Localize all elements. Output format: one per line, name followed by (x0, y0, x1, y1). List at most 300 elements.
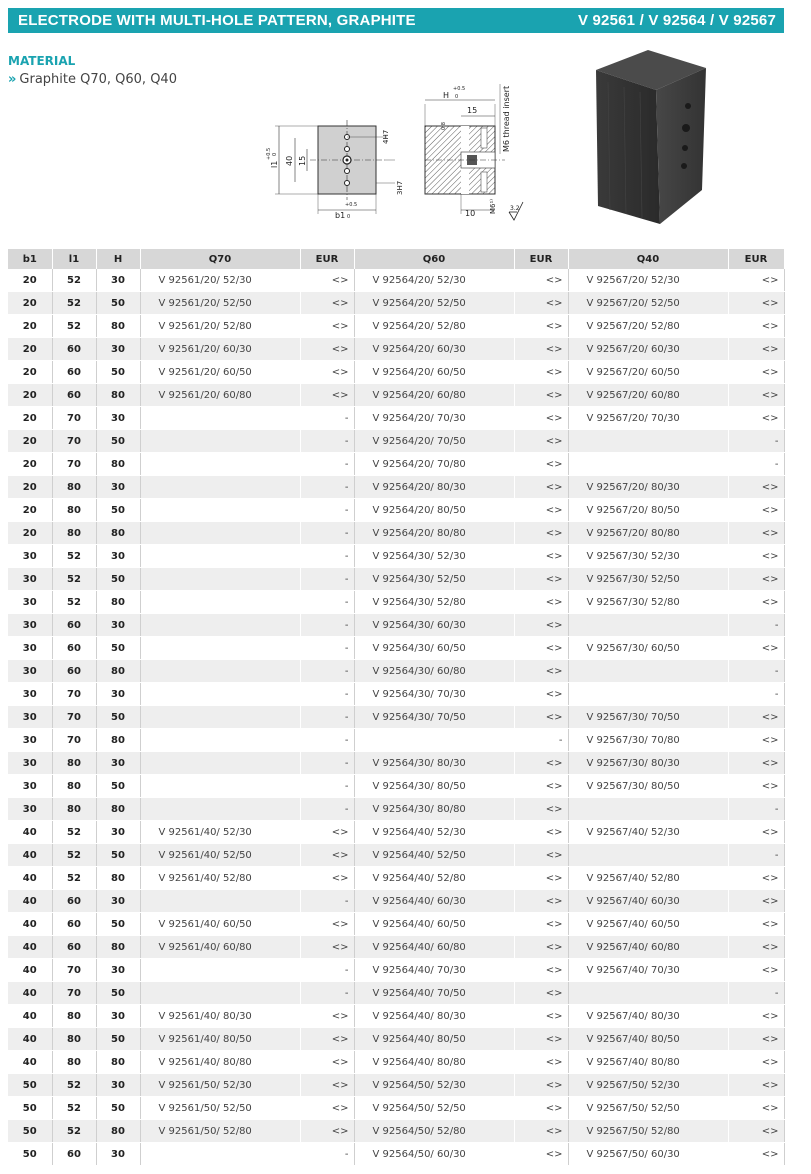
q40-article (568, 453, 728, 476)
q60-price: <> (514, 522, 568, 545)
q40-price: <> (728, 867, 784, 890)
table-row (8, 1143, 784, 1166)
h-cell: 50 (96, 706, 140, 729)
table-row (8, 752, 784, 775)
l1-cell: 52 (52, 315, 96, 338)
table-row (8, 729, 784, 752)
q40-price: <> (728, 1005, 784, 1028)
dim-l1-tol: +0.5 (266, 147, 272, 160)
q60-article: V 92564/20/ 60/80 (354, 384, 514, 407)
q70-article (140, 453, 300, 476)
q40-article: V 92567/50/ 52/50 (568, 1097, 728, 1120)
b1-cell: 40 (8, 959, 52, 982)
q70-article (140, 591, 300, 614)
q70-price: - (300, 614, 354, 637)
dim-m6: M6¹⁾ (489, 198, 497, 214)
l1-cell: 52 (52, 591, 96, 614)
table-row (8, 614, 784, 637)
b1-cell: 20 (8, 338, 52, 361)
q60-article: V 92564/30/ 70/50 (354, 706, 514, 729)
q60-article: V 92564/40/ 52/30 (354, 821, 514, 844)
q40-price: <> (728, 959, 784, 982)
table-row (8, 913, 784, 936)
hole-upper (345, 147, 350, 152)
q40-price: - (728, 982, 784, 1005)
q70-price: <> (300, 292, 354, 315)
q40-article: V 92567/20/ 52/50 (568, 292, 728, 315)
q40-price: <> (728, 637, 784, 660)
h-cell: 30 (96, 1074, 140, 1097)
q70-price: <> (300, 867, 354, 890)
h-cell: 80 (96, 867, 140, 890)
q70-article: V 92561/40/ 80/80 (140, 1051, 300, 1074)
q40-article: V 92567/20/ 60/80 (568, 384, 728, 407)
q60-article: V 92564/30/ 60/80 (354, 660, 514, 683)
q70-price: - (300, 407, 354, 430)
h-cell: 30 (96, 338, 140, 361)
q60-price: <> (514, 683, 568, 706)
table-row (8, 936, 784, 959)
material-text: Graphite Q70, Q60, Q40 (19, 72, 177, 87)
table-row (8, 660, 784, 683)
h-cell: 80 (96, 1120, 140, 1143)
q70-article (140, 568, 300, 591)
l1-cell: 52 (52, 1074, 96, 1097)
q60-price: <> (514, 890, 568, 913)
b1-cell: 50 (8, 1097, 52, 1120)
q60-article: V 92564/40/ 80/30 (354, 1005, 514, 1028)
h-cell: 30 (96, 476, 140, 499)
q60-price: <> (514, 867, 568, 890)
q70-article: V 92561/50/ 52/30 (140, 1074, 300, 1097)
page-title: ELECTRODE WITH MULTI-HOLE PATTERN, GRAPHITE (18, 12, 416, 29)
q40-article: V 92567/30/ 52/30 (568, 545, 728, 568)
l1-cell: 70 (52, 706, 96, 729)
q60-price: <> (514, 821, 568, 844)
q40-price: <> (728, 338, 784, 361)
dim-h-tol: +0.5 (453, 86, 466, 92)
h-cell: 30 (96, 614, 140, 637)
q70-price: <> (300, 315, 354, 338)
col-q70-eur-header: EUR (300, 249, 354, 269)
q70-article (140, 614, 300, 637)
q60-article: V 92564/40/ 60/80 (354, 936, 514, 959)
b1-cell: 40 (8, 844, 52, 867)
table-row (8, 1120, 784, 1143)
q70-price: <> (300, 1097, 354, 1120)
table-row (8, 361, 784, 384)
q40-price: - (728, 660, 784, 683)
q60-price: <> (514, 384, 568, 407)
q70-price: - (300, 660, 354, 683)
q40-article: V 92567/30/ 60/50 (568, 637, 728, 660)
q60-price: <> (514, 1005, 568, 1028)
table-row (8, 568, 784, 591)
q70-article (140, 430, 300, 453)
q70-article (140, 522, 300, 545)
h-cell: 30 (96, 1143, 140, 1166)
q40-article: V 92567/20/ 60/30 (568, 338, 728, 361)
col-q40-header: Q40 (568, 249, 728, 269)
q40-article: V 92567/20/ 80/30 (568, 476, 728, 499)
q60-price: <> (514, 361, 568, 384)
q40-article: V 92567/30/ 52/50 (568, 568, 728, 591)
b1-cell: 20 (8, 430, 52, 453)
q70-article (140, 752, 300, 775)
h-cell: 50 (96, 499, 140, 522)
l1-cell: 52 (52, 545, 96, 568)
q60-article: V 92564/30/ 80/80 (354, 798, 514, 821)
table-row (8, 1051, 784, 1074)
q70-price: - (300, 959, 354, 982)
hole-bottom (345, 181, 350, 186)
l1-cell: 80 (52, 775, 96, 798)
q70-price: <> (300, 1074, 354, 1097)
q70-price: - (300, 522, 354, 545)
table-row (8, 844, 784, 867)
q70-article (140, 982, 300, 1005)
h-cell: 80 (96, 453, 140, 476)
l1-cell: 52 (52, 292, 96, 315)
technical-drawing (255, 82, 545, 222)
q60-price: <> (514, 1051, 568, 1074)
q70-article (140, 637, 300, 660)
col-b1-header: b1 (8, 249, 52, 269)
dim-15-side: 15 (467, 106, 478, 115)
table-row (8, 315, 784, 338)
q60-price: <> (514, 982, 568, 1005)
table-row (8, 545, 784, 568)
h-cell: 50 (96, 361, 140, 384)
q60-article: V 92564/30/ 80/30 (354, 752, 514, 775)
q40-price: <> (728, 315, 784, 338)
b1-cell: 30 (8, 775, 52, 798)
dim-10: 10 (465, 209, 476, 218)
b1-cell: 40 (8, 1028, 52, 1051)
photo-side-face (656, 68, 706, 224)
q60-article: V 92564/40/ 52/50 (354, 844, 514, 867)
material-line (8, 72, 177, 87)
q40-price: <> (728, 1051, 784, 1074)
q60-price: <> (514, 775, 568, 798)
q70-article (140, 660, 300, 683)
q40-price: <> (728, 522, 784, 545)
q70-price: - (300, 890, 354, 913)
dim-15-front: 15 (298, 155, 307, 166)
table-row (8, 982, 784, 1005)
h-cell: 80 (96, 660, 140, 683)
table-row (8, 499, 784, 522)
q40-article: V 92567/40/ 60/30 (568, 890, 728, 913)
dim-l1: l1 (270, 160, 279, 168)
b1-cell: 20 (8, 522, 52, 545)
q60-price: <> (514, 959, 568, 982)
q40-article (568, 430, 728, 453)
q70-article (140, 1143, 300, 1166)
b1-cell: 40 (8, 982, 52, 1005)
q60-price: <> (514, 798, 568, 821)
table-row (8, 453, 784, 476)
q70-price: - (300, 683, 354, 706)
q40-article: V 92567/40/ 70/30 (568, 959, 728, 982)
col-q60-header: Q60 (354, 249, 514, 269)
q40-price: <> (728, 1120, 784, 1143)
q40-price: <> (728, 752, 784, 775)
l1-cell: 52 (52, 821, 96, 844)
q60-price: <> (514, 338, 568, 361)
q60-article: V 92564/20/ 70/30 (354, 407, 514, 430)
l1-cell: 80 (52, 1028, 96, 1051)
table-row (8, 683, 784, 706)
q70-price: - (300, 568, 354, 591)
table-row (8, 959, 784, 982)
h-cell: 50 (96, 913, 140, 936)
q70-price: - (300, 545, 354, 568)
dim-b1-tol: +0.5 (345, 202, 358, 208)
l1-cell: 70 (52, 729, 96, 752)
l1-cell: 60 (52, 637, 96, 660)
q70-price: - (300, 453, 354, 476)
product-table (8, 249, 785, 1166)
q70-article: V 92561/20/ 52/30 (140, 269, 300, 292)
q70-price: - (300, 729, 354, 752)
q70-article (140, 959, 300, 982)
h-cell: 50 (96, 775, 140, 798)
q70-price: <> (300, 1028, 354, 1051)
q40-article: V 92567/30/ 70/50 (568, 706, 728, 729)
l1-cell: 70 (52, 430, 96, 453)
l1-cell: 80 (52, 499, 96, 522)
q60-article: V 92564/20/ 60/50 (354, 361, 514, 384)
q60-article: V 92564/30/ 80/50 (354, 775, 514, 798)
q70-article: V 92561/50/ 52/50 (140, 1097, 300, 1120)
dim-h-tol2: 0 (455, 94, 459, 100)
q60-article: V 92564/50/ 52/80 (354, 1120, 514, 1143)
photo-front-face (596, 70, 660, 224)
q40-price: <> (728, 591, 784, 614)
q40-article: V 92567/40/ 52/30 (568, 821, 728, 844)
b1-cell: 40 (8, 1005, 52, 1028)
b1-cell: 20 (8, 315, 52, 338)
q60-price: <> (514, 430, 568, 453)
h-cell: 30 (96, 545, 140, 568)
h-cell: 30 (96, 407, 140, 430)
q60-article: V 92564/40/ 52/80 (354, 867, 514, 890)
table-row (8, 867, 784, 890)
h-cell: 30 (96, 890, 140, 913)
q40-price: <> (728, 1143, 784, 1166)
l1-cell: 52 (52, 269, 96, 292)
q40-article: V 92567/40/ 60/80 (568, 936, 728, 959)
table-row (8, 1074, 784, 1097)
b1-cell: 20 (8, 453, 52, 476)
col-l1-header: l1 (52, 249, 96, 269)
b1-cell: 40 (8, 1051, 52, 1074)
q70-article: V 92561/50/ 52/80 (140, 1120, 300, 1143)
table-row (8, 1005, 784, 1028)
q60-price: <> (514, 292, 568, 315)
q60-price: <> (514, 1028, 568, 1051)
q70-price: - (300, 637, 354, 660)
b1-cell: 30 (8, 752, 52, 775)
q70-price: <> (300, 384, 354, 407)
h-cell: 50 (96, 1097, 140, 1120)
q60-price: - (514, 729, 568, 752)
l1-cell: 80 (52, 752, 96, 775)
q40-article: V 92567/20/ 80/80 (568, 522, 728, 545)
q70-price: <> (300, 913, 354, 936)
h-cell: 80 (96, 1051, 140, 1074)
q60-price: <> (514, 407, 568, 430)
dim-3h7: 3H7 (396, 180, 404, 195)
q40-price: <> (728, 1097, 784, 1120)
q60-article: V 92564/20/ 80/30 (354, 476, 514, 499)
q60-price: <> (514, 1074, 568, 1097)
l1-cell: 80 (52, 522, 96, 545)
b1-cell: 40 (8, 890, 52, 913)
l1-cell: 70 (52, 407, 96, 430)
surface-roughness-value: 3.2 (510, 205, 520, 212)
q60-price: <> (514, 476, 568, 499)
q60-article: V 92564/50/ 52/30 (354, 1074, 514, 1097)
q70-article (140, 729, 300, 752)
table-row (8, 338, 784, 361)
b1-cell: 30 (8, 614, 52, 637)
l1-cell: 70 (52, 982, 96, 1005)
q60-article: V 92564/20/ 70/80 (354, 453, 514, 476)
q40-article (568, 844, 728, 867)
q70-price: <> (300, 1120, 354, 1143)
q40-price: - (728, 683, 784, 706)
q70-article: V 92561/20/ 52/80 (140, 315, 300, 338)
b1-cell: 50 (8, 1120, 52, 1143)
h-cell: 80 (96, 522, 140, 545)
h-cell: 80 (96, 936, 140, 959)
b1-cell: 30 (8, 637, 52, 660)
q60-article: V 92564/20/ 80/80 (354, 522, 514, 545)
h-cell: 80 (96, 315, 140, 338)
col-h-header: H (96, 249, 140, 269)
q40-article: V 92567/30/ 52/80 (568, 591, 728, 614)
h-cell: 50 (96, 637, 140, 660)
q70-price: - (300, 982, 354, 1005)
h-cell: 30 (96, 752, 140, 775)
q40-price: - (728, 614, 784, 637)
b1-cell: 40 (8, 867, 52, 890)
q40-price: <> (728, 292, 784, 315)
l1-cell: 80 (52, 476, 96, 499)
b1-cell: 50 (8, 1074, 52, 1097)
table-row (8, 706, 784, 729)
q40-price: <> (728, 706, 784, 729)
dim-h: H (443, 91, 450, 100)
b1-cell: 20 (8, 292, 52, 315)
q60-article: V 92564/30/ 60/30 (354, 614, 514, 637)
q60-article: V 92564/40/ 80/80 (354, 1051, 514, 1074)
table-row (8, 821, 784, 844)
q40-price: <> (728, 269, 784, 292)
q70-article: V 92561/40/ 52/80 (140, 867, 300, 890)
m6-thread-insert-label: M6 thread insert (502, 85, 511, 152)
table-row (8, 384, 784, 407)
q70-price: - (300, 430, 354, 453)
q60-article: V 92564/50/ 60/30 (354, 1143, 514, 1166)
col-q70-header: Q70 (140, 249, 300, 269)
q70-price: <> (300, 361, 354, 384)
q70-price: <> (300, 821, 354, 844)
h-cell: 80 (96, 798, 140, 821)
l1-cell: 60 (52, 890, 96, 913)
b1-cell: 20 (8, 361, 52, 384)
q60-article (354, 729, 514, 752)
h-cell: 80 (96, 384, 140, 407)
q40-article (568, 798, 728, 821)
h-cell: 30 (96, 821, 140, 844)
q60-price: <> (514, 545, 568, 568)
q60-article: V 92564/40/ 70/50 (354, 982, 514, 1005)
q40-article: V 92567/50/ 52/80 (568, 1120, 728, 1143)
table-row (8, 591, 784, 614)
q70-article: V 92561/20/ 52/50 (140, 292, 300, 315)
q40-price: <> (728, 1074, 784, 1097)
b1-cell: 20 (8, 269, 52, 292)
table-row (8, 1097, 784, 1120)
q60-price: <> (514, 269, 568, 292)
dim-l1-tol2: 0 (272, 152, 278, 156)
q70-price: - (300, 499, 354, 522)
q40-article: V 92567/50/ 52/30 (568, 1074, 728, 1097)
q40-price: <> (728, 545, 784, 568)
q40-article: V 92567/20/ 52/30 (568, 269, 728, 292)
q60-article: V 92564/30/ 52/30 (354, 545, 514, 568)
q70-article: V 92561/40/ 80/30 (140, 1005, 300, 1028)
q40-price: <> (728, 775, 784, 798)
q40-article: V 92567/40/ 80/80 (568, 1051, 728, 1074)
q60-article: V 92564/50/ 52/50 (354, 1097, 514, 1120)
b1-cell: 20 (8, 476, 52, 499)
q40-article (568, 660, 728, 683)
q60-price: <> (514, 752, 568, 775)
q60-article: V 92564/30/ 70/30 (354, 683, 514, 706)
q70-price: <> (300, 936, 354, 959)
b1-cell: 20 (8, 407, 52, 430)
q70-article (140, 890, 300, 913)
q70-article (140, 683, 300, 706)
q70-price: - (300, 1143, 354, 1166)
q70-article: V 92561/40/ 52/30 (140, 821, 300, 844)
l1-cell: 52 (52, 568, 96, 591)
q60-article: V 92564/20/ 52/50 (354, 292, 514, 315)
l1-cell: 70 (52, 959, 96, 982)
h-cell: 30 (96, 683, 140, 706)
q60-price: <> (514, 315, 568, 338)
q40-article: V 92567/30/ 80/30 (568, 752, 728, 775)
h-cell: 50 (96, 844, 140, 867)
b1-cell: 40 (8, 913, 52, 936)
q40-article: V 92567/20/ 52/80 (568, 315, 728, 338)
q60-price: <> (514, 614, 568, 637)
q60-price: <> (514, 913, 568, 936)
q70-article: V 92561/40/ 80/50 (140, 1028, 300, 1051)
dim-4h7: 4H7 (382, 129, 390, 144)
table-row (8, 890, 784, 913)
article-codes: V 92561 / V 92564 / V 92567 (577, 12, 776, 29)
b1-cell: 40 (8, 821, 52, 844)
b1-cell: 30 (8, 545, 52, 568)
l1-cell: 70 (52, 453, 96, 476)
q40-price: - (728, 453, 784, 476)
b1-cell: 30 (8, 660, 52, 683)
